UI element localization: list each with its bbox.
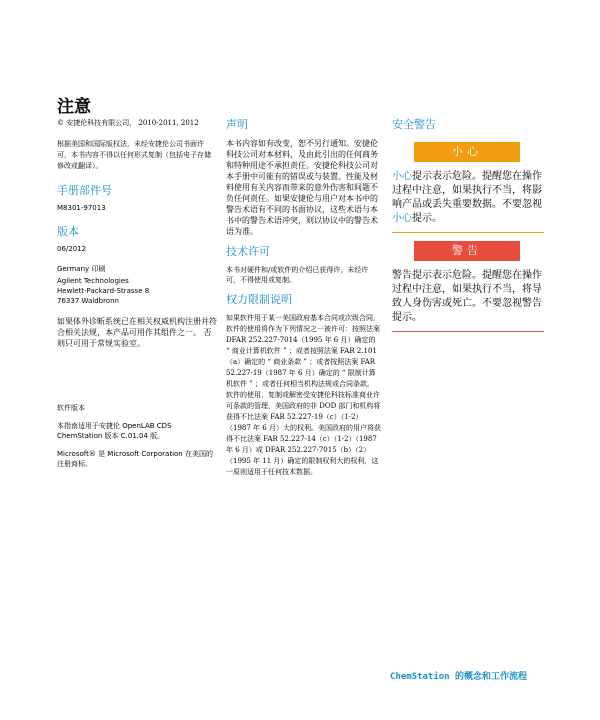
caution-divider <box>392 232 544 233</box>
middle-column <box>226 118 381 478</box>
right-column <box>392 118 544 332</box>
warning-divider <box>392 331 544 332</box>
caution-text <box>392 170 544 226</box>
ivd-notice: 如果体外诊断系统已在相关权威机构注册并符合相关法规，本产品可用作其组件之一。 否则只可用于常规实验室。 <box>57 317 217 348</box>
caution-text-part-b: 提示。 <box>412 213 442 224</box>
caution-label: 小心 <box>452 145 482 158</box>
caution-text-part-a: 提示表示危险。提醒您在操作过程中注意，如果执行不当，将影响产品或丢失重要数据。不要忽视 <box>392 171 542 210</box>
copyright-line: © 安捷伦科技有限公司， 2010-2011, 2012 <box>57 119 199 127</box>
caution-keyword: 小心 <box>392 171 412 182</box>
copyright-text: 根据美国和国际版权法，未经安捷伦公司书面许可，本书内容不得以任何形式复制（包括电子存储修改或翻译）。 <box>57 140 211 170</box>
tech-license-text: 本书对硬件和/或软件的介绍已获得许，未经许可，不得使用或复制。 <box>226 266 369 284</box>
caution-band <box>414 142 520 162</box>
trademark-text: Microsoft® 是 Microsoft Corporation 在美国的注册商标。 <box>57 450 213 468</box>
software-version-heading: 软件版本 <box>57 404 85 412</box>
software-version-text: 本指南适用于安捷伦 OpenLAB CDS ChemStation 版本 C.01.04 版。 <box>57 422 172 440</box>
caution-keyword-2: 小心 <box>392 213 412 224</box>
tech-license-heading: 技术许可 <box>226 245 270 258</box>
safety-heading: 安全警告 <box>392 118 436 131</box>
page-title: 注意 <box>57 97 91 117</box>
restricted-rights-heading: 权力限制说明 <box>226 293 292 306</box>
edition-heading: 版本 <box>57 225 79 238</box>
warning-text: 警告提示表示危险。提醒您在操作过程中注意，如果执行不当，将导致人身伤害或死亡。不要忽视警告提示。 <box>392 270 542 323</box>
address-line-1: Agilent Technologies <box>57 277 129 285</box>
manual-part-number: M8301-97013 <box>57 204 106 212</box>
address-line-2: Hewlett-Packard-Strasse 8 <box>57 287 150 295</box>
warning-band <box>414 241 520 261</box>
printed-in: Germany 印刷 <box>57 265 106 273</box>
address-line-3: 76337 Waldbronn <box>57 297 119 305</box>
edition-date: 06/2012 <box>57 245 87 253</box>
manual-part-heading: 手册部件号 <box>57 184 112 197</box>
left-column <box>57 118 217 469</box>
page-footer: ChemStation 的概念和工作流程 <box>390 672 528 682</box>
restricted-rights-text: 如果软件用于某一美国政府基本合同或次级合同，软件的使用将作为下列情况之一被许可：按照法案 DFAR 252.227-7014（1995 年 6 月）确定的 “ 商业计算机软件 ” ；或者按照法案 FAR 2.101（a）确定的 “ 商业条款 ” ；或者按照法案 FAR 52.227-19（1987 年 6 月）确定的 “ 限制计算机软件 ” ；或者任何相当机构法规或合同条款。软件的使用，复制或解密受安捷伦科技标准商业许可条款的管理，美国政府的非 DOD 部门和机构将获得不比法案 FAR 52.227-19（c）（1-2）（1987 年 6 月）大的权利。美国政府的用户将获得不比法案 FAR 52.227-14（c）（1-2）（1987 年 6 月）或 DFAR 252.227-7015（b）（2）（1995 年 11 月）确定的限制权利大的权利，这一原则适用于任何技术数据。 <box>226 314 381 476</box>
warning-label: 警告 <box>452 244 482 257</box>
disclaimer-text: 本书内容如有改变，恕不另行通知。安捷伦科技公司对本材料，及由此引出的任何商务和特种用途不承担责任。安捷伦科技公司对本手册中可能有的错误或与装置、性能及材料使用有关内容而带来的意外伤害和间题不负任何责任。如果安捷伦与用户对本书中的警告术语有不同的书面协议，这些术语与本书中的警告术语冲突，则以协议中的警告术语为准。 <box>226 139 378 236</box>
disclaimer-heading: 声明 <box>226 118 248 131</box>
